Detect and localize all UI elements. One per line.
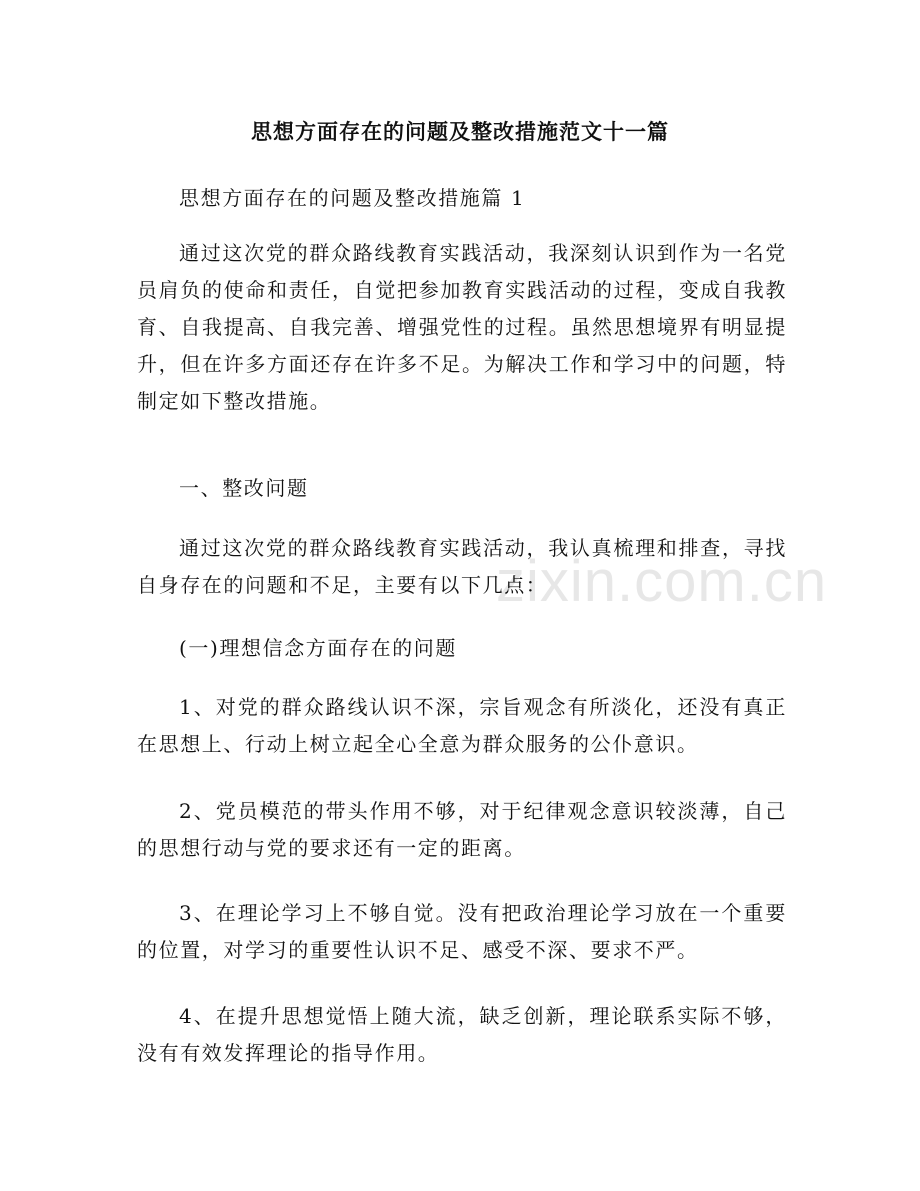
watermark: zixin.com.cn xyxy=(496,549,828,614)
list-item-1: 1、对党的群众路线认识不深，宗旨观念有所淡化，还没有真正在思想上、行动上树立起全心全意为群众服务的公仆意识。 xyxy=(137,695,787,756)
subheading-ideals-beliefs: (一)理想信念方面存在的问题 xyxy=(179,636,458,660)
list-item-3: 3、在理论学习上不够自觉。没有把政治理论学习放在一个重要的位置，对学习的重要性认识不足、感受不深、要求不严。 xyxy=(137,901,787,962)
list-item-4: 4、在提升思想觉悟上随大流，缺乏创新，理论联系实际不够，没有有效发挥理论的指导作用。 xyxy=(137,1004,787,1065)
list-item-2: 2、党员模范的带头作用不够，对于纪律观念意识较淡薄，自己的思想行动与党的要求还有一定的距离。 xyxy=(137,799,787,860)
paragraph-intro: 通过这次党的群众路线教育实践活动，我深刻认识到作为一名党员肩负的使命和责任，自觉把参加教育实践活动的过程，变成自我教育、自我提高、自我完善、增强党性的过程。虽然思想境界有明显提升，但在许多方面还存在许多不足。为解决工作和学习中的问题，特制定如下整改措施。 xyxy=(137,241,787,413)
document-title: 思想方面存在的问题及整改措施范文十一篇 xyxy=(251,119,669,144)
heading-rectification-issues: 一、整改问题 xyxy=(179,476,309,500)
section-heading: 思想方面存在的问题及整改措施篇 1 xyxy=(179,186,526,210)
paragraph-issues-summary: 通过这次党的群众路线教育实践活动，我认真梳理和排查，寻找自身存在的问题和不足，主要有以下几点： xyxy=(137,536,787,597)
